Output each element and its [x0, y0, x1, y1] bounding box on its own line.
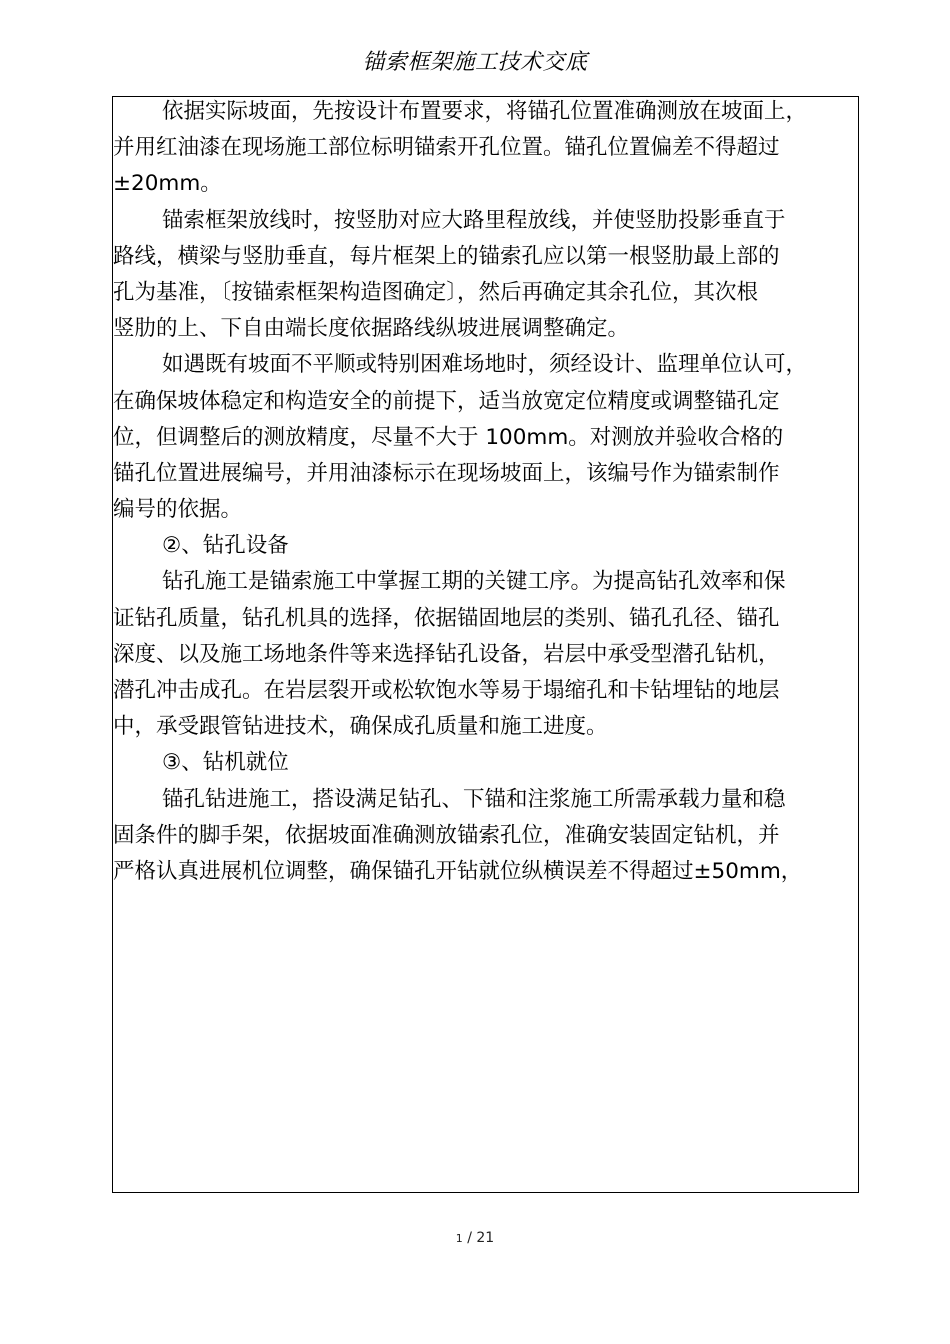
paragraph-line: 竖肋的上、下自由端长度依据路线纵坡进展调整确定。 — [113, 316, 630, 342]
paragraph-line: 在确保坡体稳定和构造安全的前提下，适当放宽定位精度或调整锚孔定 — [113, 388, 780, 414]
paragraph-line: 严格认真进展机位调整，确保锚孔开钻就位纵横误差不得超过±50mm， — [113, 858, 803, 884]
paragraph-line: 深度、以及施工场地条件等来选择钻孔设备，岩层中承受型潜孔钻机， — [113, 641, 780, 667]
paragraph-line: 固条件的脚手架，依据坡面准确测放锚索孔位，准确安装固定钻机，并 — [113, 822, 780, 848]
paragraph-line: ±20mm。 — [113, 171, 222, 197]
paragraph-line: 潜孔冲击成孔。在岩层裂开或松软饱水等易于塌缩孔和卡钻埋钻的地层 — [113, 678, 780, 703]
paragraph-line: 依据实际坡面，先按设计布置要求，将锚孔位置准确测放在坡面上， — [162, 99, 808, 124]
paragraph-line: 锚孔钻进施工，搭设满足钻孔、下锚和注浆施工所需承载力量和稳 — [162, 786, 786, 812]
section-heading-drill-positioning: ③、钻机就位 — [162, 750, 289, 776]
paragraph-line: 编号的依据。 — [113, 497, 243, 523]
paragraph-line: 路线，横梁与竖肋垂直，每片框架上的锚索孔应以第一根竖肋最上部的 — [113, 243, 780, 269]
paragraph-line: 证钻孔质量，钻孔机具的选择，依据锚固地层的类别、锚孔孔径、锚孔 — [113, 605, 780, 631]
paragraph-line: 锚孔位置进展编号，并用油漆标示在现场坡面上，该编号作为锚索制作 — [113, 460, 780, 486]
paragraph-line: 钻孔施工是锚索施工中掌握工期的关键工序。为提高钻孔效率和保 — [162, 569, 786, 595]
paragraph-line: 孔为基准，〔按锚索框架构造图确定〕，然后再确定其余孔位，其次根 — [113, 279, 759, 305]
paragraph-line: 并用红油漆在现场施工部位标明锚索开孔位置。锚孔位置偏差不得超过 — [113, 135, 780, 161]
paragraph-line: 锚索框架放线时，按竖肋对应大路里程放线，并使竖肋投影垂直于 — [162, 207, 786, 233]
page-current: 1 — [455, 1232, 463, 1245]
page-separator: / — [462, 1230, 477, 1246]
paragraph-line: 如遇既有坡面不平顺或特别困难场地时，须经设计、监理单位认可， — [162, 352, 808, 378]
section-heading-drilling-equipment: ②、钻孔设备 — [162, 533, 289, 559]
paragraph-line: 位，但调整后的测放精度，尽量不大于 100mm。对测放并验收合格的 — [113, 424, 784, 450]
page-number — [0, 1228, 950, 1249]
document-header-title: 锚索框架施工技术交底 — [362, 50, 588, 75]
document-body — [113, 94, 873, 890]
paragraph-line: 中，承受跟管钻进技术，确保成孔质量和施工进度。 — [113, 714, 608, 740]
page-total: 21 — [476, 1230, 495, 1246]
